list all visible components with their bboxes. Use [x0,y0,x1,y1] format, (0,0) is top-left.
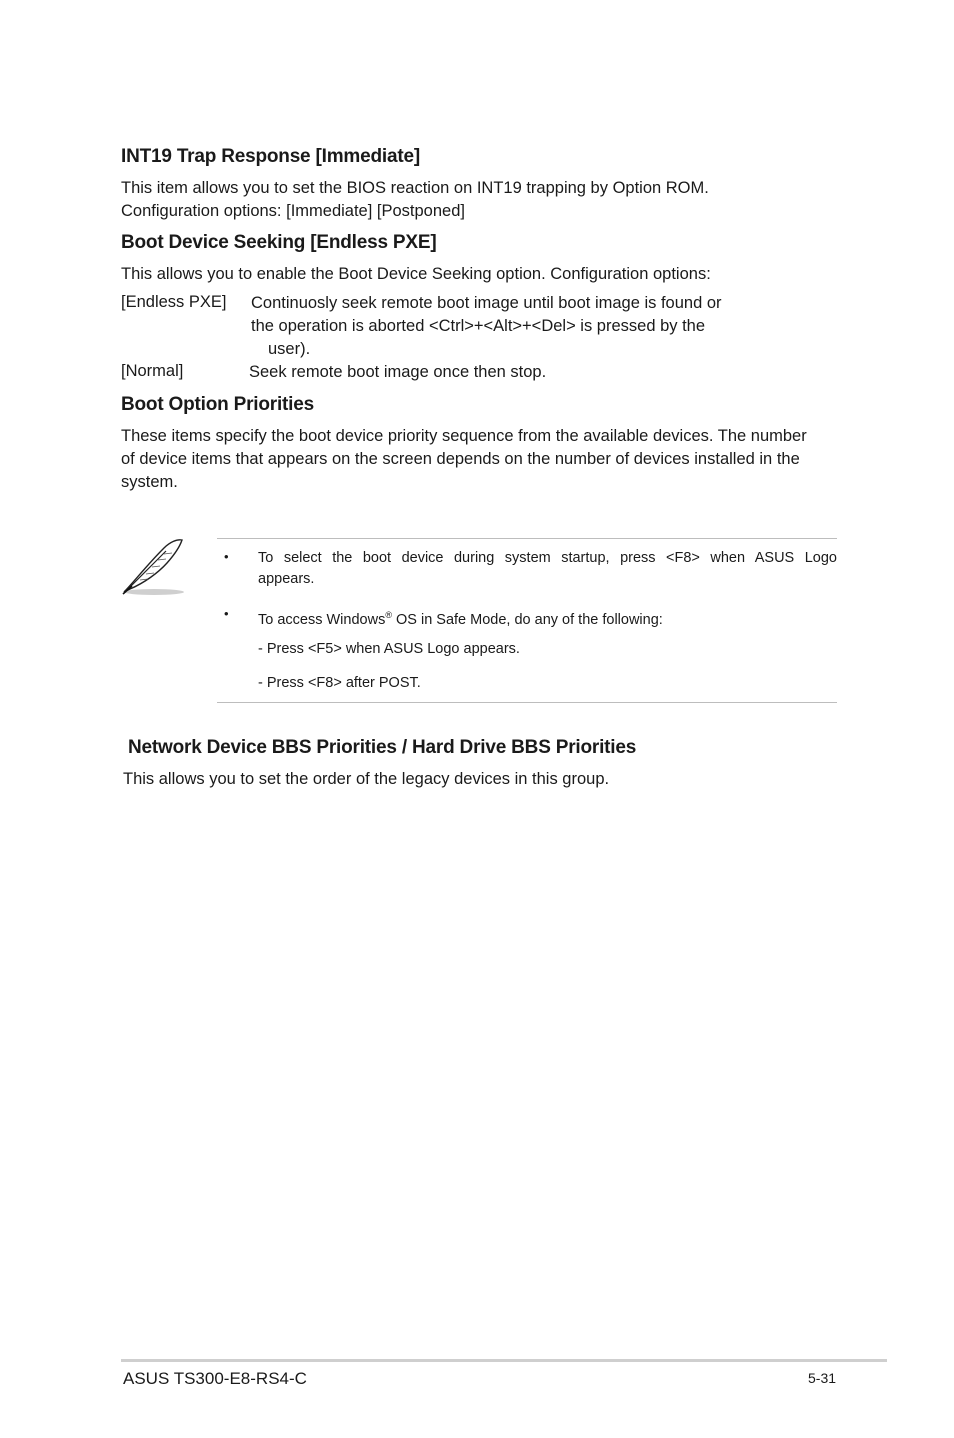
boot-priorities-line2: of device items that appears on the screen depends on the number of devices installed in the [121,450,800,468]
footer-product-name: ASUS TS300-E8-RS4-C [123,1369,307,1388]
note-bottom-rule [217,702,837,703]
note-item2 [258,605,663,631]
registered-mark: ® [385,610,392,620]
int19-options-line: Configuration options: [Immediate] [Postponed] [121,202,465,220]
heading-boot-option-priorities: Boot Option Priorities [121,394,314,415]
option-term-normal: [Normal] [121,362,184,380]
heading-int19-trap-response: INT19 Trap Response [Immediate] [121,146,420,167]
note-top-rule [217,538,837,539]
footer-page-number: 5-31 [808,1370,837,1386]
option-desc-endless-pxe-line2: the operation is aborted <Ctrl>+<Alt>+<Del> is pressed by the [251,317,706,335]
option-desc-normal: Seek remote boot image once then stop. [249,363,547,381]
note-item2-text-post: OS in Safe Mode, do any of the following: [391,611,663,628]
note-item1-line1: To select the boot device during system startup, press <F8> when ASUS Logo [258,550,837,566]
option-desc-endless-pxe-line3: user). [268,340,311,358]
footer-rule [121,1359,887,1362]
int19-description-line1: This item allows you to set the BIOS reaction on INT19 trapping by Option ROM. [121,179,709,197]
boot-seeking-intro: This allows you to enable the Boot Device Seeking option. Configuration options: [121,265,711,283]
boot-priorities-line1: These items specify the boot device priority sequence from the available devices. The number [121,427,807,445]
note-bullet-2: • [224,606,229,621]
option-term-endless-pxe: [Endless PXE] [121,293,227,311]
network-description: This allows you to set the order of the legacy devices in this group. [123,770,610,788]
feather-quill-icon [120,536,186,598]
boot-priorities-line3: system. [121,473,178,491]
note-item1-line2: appears. [258,571,315,587]
option-desc-endless-pxe-line1: Continuosly seek remote boot image until boot image is found or [251,294,722,312]
note-bullet-1: • [224,549,229,564]
note-sub-item-f8: - Press <F8> after POST. [258,675,421,691]
heading-network-device-bbs-priorities: Network Device BBS Priorities / Hard Drive BBS Priorities [128,737,637,758]
heading-boot-device-seeking: Boot Device Seeking [Endless PXE] [121,232,437,253]
note-sub-item-f5: - Press <F5> when ASUS Logo appears. [258,641,520,657]
note-item2-text-pre: To access Windows [258,611,386,628]
